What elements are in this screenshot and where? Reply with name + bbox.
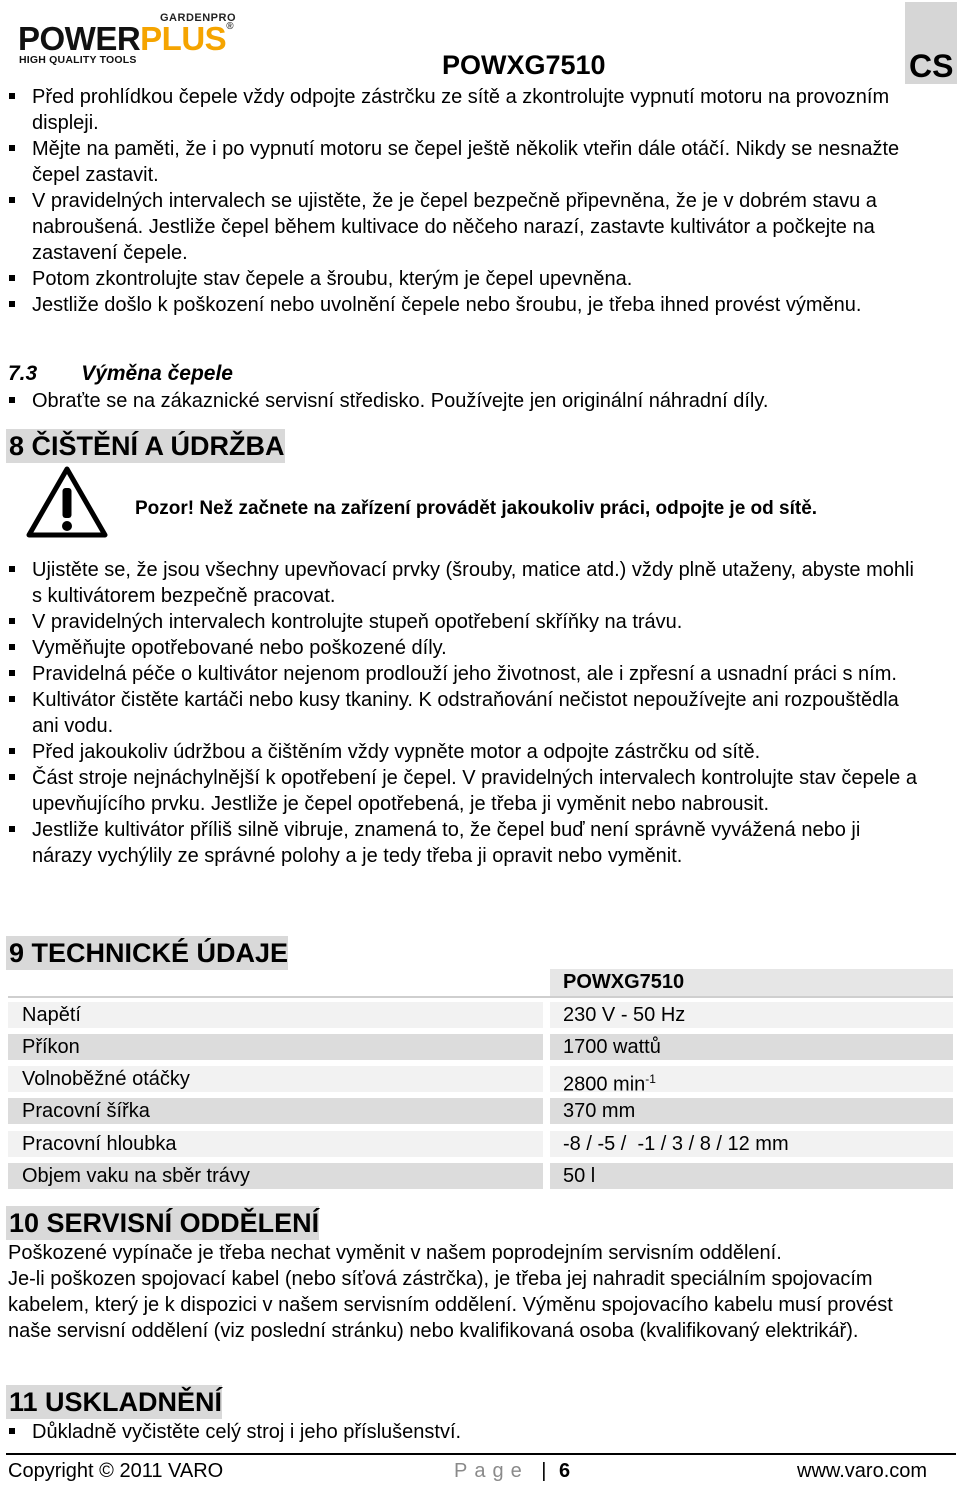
table-row xyxy=(8,1002,953,1028)
table-row xyxy=(8,1098,953,1124)
table-row xyxy=(8,1131,953,1157)
service-paragraph-1: Poškozené vypínače je třeba nechat vyměnit v našem poprodejním servisním oddělení. xyxy=(8,1242,782,1264)
section-heading: 9 TECHNICKÉ ÚDAJE xyxy=(6,936,288,970)
spec-model-name: POWXG7510 xyxy=(563,971,685,993)
page-number: 6 xyxy=(559,1460,571,1482)
list-item: Pravidelná péče o kultivátor nejenom prodlouží jeho životnost, ale i zpřesní a usnadní práci s ním. xyxy=(0,661,950,687)
footer-copyright: Copyright © 2011 VARO xyxy=(8,1460,224,1482)
language-badge xyxy=(905,2,957,84)
section-heading: 8 ČIŠTĚNÍ A ÚDRŽBA xyxy=(6,429,285,463)
spec-value: -8 / -5 / -1 / 3 / 8 / 12 mm xyxy=(550,1131,953,1157)
list-item: Před jakoukoliv údržbou a čištěním vždy vypněte motor a odpojte zástrčku od sítě. xyxy=(0,739,950,765)
table-row xyxy=(8,1163,953,1189)
spec-value: 370 mm xyxy=(550,1098,953,1124)
language-code: CS xyxy=(909,48,954,84)
service-paragraph-2: Je-li poškozen spojovací kabel (nebo síťová zástrčka), je třeba jej nahradit speciálním spojovacím kabelem, který je k dispozici v našem servisním oddělení. Výměnu spojovacího kabelu musí provést naše servisní oddělení (viz poslední stránku) nebo kvalifikovaná osoba (kvalifikovaný elektrikář). xyxy=(8,1268,893,1342)
table-row xyxy=(8,1066,953,1096)
spec-label: Pracovní šířka xyxy=(8,1098,543,1124)
table-row xyxy=(8,1034,953,1060)
spec-label: Pracovní hloubka xyxy=(8,1131,543,1157)
spec-label: Napětí xyxy=(8,1002,543,1028)
logo-registered-mark: ® xyxy=(226,21,234,32)
list-item: Jestliže došlo k poškození nebo uvolnění čepele nebo šroubu, je třeba ihned provést výměnu. xyxy=(0,292,912,318)
warning-text: Než začnete na zařízení provádět jakoukoliv práci, odpojte je od sítě. xyxy=(199,498,818,519)
intro-bullet-list xyxy=(0,84,950,318)
list-item: Obraťte se na zákaznické servisní středisko. Používejte jen originální náhradní díly. xyxy=(0,388,950,414)
list-item: V pravidelných intervalech kontrolujte stupeň opotřebení skříňky na trávu. xyxy=(0,609,950,635)
spec-value-text: 2800 min xyxy=(563,1073,646,1096)
footer-divider xyxy=(6,1453,956,1455)
subsection-heading xyxy=(8,362,233,386)
page-separator: | xyxy=(541,1460,547,1482)
spec-value: 230 V - 50 Hz xyxy=(550,1002,953,1028)
logo-plus-text: PLUS xyxy=(140,20,227,57)
list-item: Kultivátor čistěte kartáči nebo kusy tkaniny. K odstraňování nečistot nepoužívejte ani rozpouštědla ani vodu. xyxy=(0,687,912,739)
subsection-number: 7.3 xyxy=(8,362,38,385)
section-11-bullets xyxy=(0,1419,950,1445)
list-item: Ujistěte se, že jsou všechny upevňovací prvky (šrouby, matice atd.) vždy plně utaženy, abyste mohli s kultivátorem bezpečně pracovat. xyxy=(0,557,922,609)
list-item: V pravidelných intervalech se ujistěte, že je čepel bezpečně připevněna, že je v dobrém stavu a nabroušená. Jestliže čepel během kultivace do něčeho narazí, zastavte kultivátor a počkejte na zastavení čepele. xyxy=(0,188,952,266)
brand-logo xyxy=(18,22,233,55)
subsection-title: Výměna čepele xyxy=(81,362,233,385)
section-7-3-bullets xyxy=(0,388,950,414)
spec-value xyxy=(550,1066,953,1096)
model-title: POWXG7510 xyxy=(442,50,606,80)
list-item: Před prohlídkou čepele vždy odpojte zástrčku ze sítě a zkontrolujte vypnutí motoru na provozním displeji. xyxy=(0,84,950,136)
section-heading: 10 SERVISNÍ ODDĚLENÍ xyxy=(6,1206,319,1240)
list-item: Jestliže kultivátor příliš silně vibruje, znamená to, že čepel buď není správně vyvážená nebo ji nárazy vychýlily ze správné polohy a je tedy třeba ji opravit nebo vyměnit. xyxy=(0,817,912,869)
list-item: Potom zkontrolujte stav čepele a šroubu, kterým je čepel upevněna. xyxy=(0,266,950,292)
spec-table-divider xyxy=(8,996,953,998)
warning-triangle-icon xyxy=(26,466,108,538)
list-item: Část stroje nejnáchylnější k opotřebení je čepel. V pravidelných intervalech kontrolujte stav čepele a upevňujícího prvku. Jestliže je čepel opotřebená, je třeba ji vyměnit nebo nabrousit. xyxy=(0,765,950,817)
section-heading: 11 USKLADNĚNÍ xyxy=(6,1385,222,1419)
footer-website: www.varo.com xyxy=(797,1460,928,1482)
logo-gardenpro-text: GARDENPRO xyxy=(160,12,237,24)
warning-message xyxy=(135,498,817,520)
warning-label: Pozor! xyxy=(135,498,195,519)
list-item: Vyměňujte opotřebované nebo poškozené díly. xyxy=(0,635,950,661)
logo-tagline: HIGH QUALITY TOOLS xyxy=(19,54,137,66)
spec-value: 1700 wattů xyxy=(550,1034,953,1060)
section-8-bullets xyxy=(0,557,950,869)
spec-value: 50 l xyxy=(550,1163,953,1189)
page-word: Page xyxy=(454,1460,529,1482)
list-item: Důkladně vyčistěte celý stroj i jeho příslušenství. xyxy=(0,1419,950,1445)
footer-page-indicator xyxy=(454,1460,570,1483)
spec-label: Volnoběžné otáčky xyxy=(8,1066,543,1092)
logo-power-text: POWER xyxy=(18,20,141,57)
spec-label: Příkon xyxy=(8,1034,543,1060)
spec-table-model-header xyxy=(550,969,953,996)
spec-value-superscript: -1 xyxy=(645,1072,656,1086)
list-item: Mějte na paměti, že i po vypnutí motoru se čepel ještě několik vteřin dále otáčí. Nikdy se nesnažte čepel zastavit. xyxy=(0,136,950,188)
spec-label: Objem vaku na sběr trávy xyxy=(8,1163,543,1189)
